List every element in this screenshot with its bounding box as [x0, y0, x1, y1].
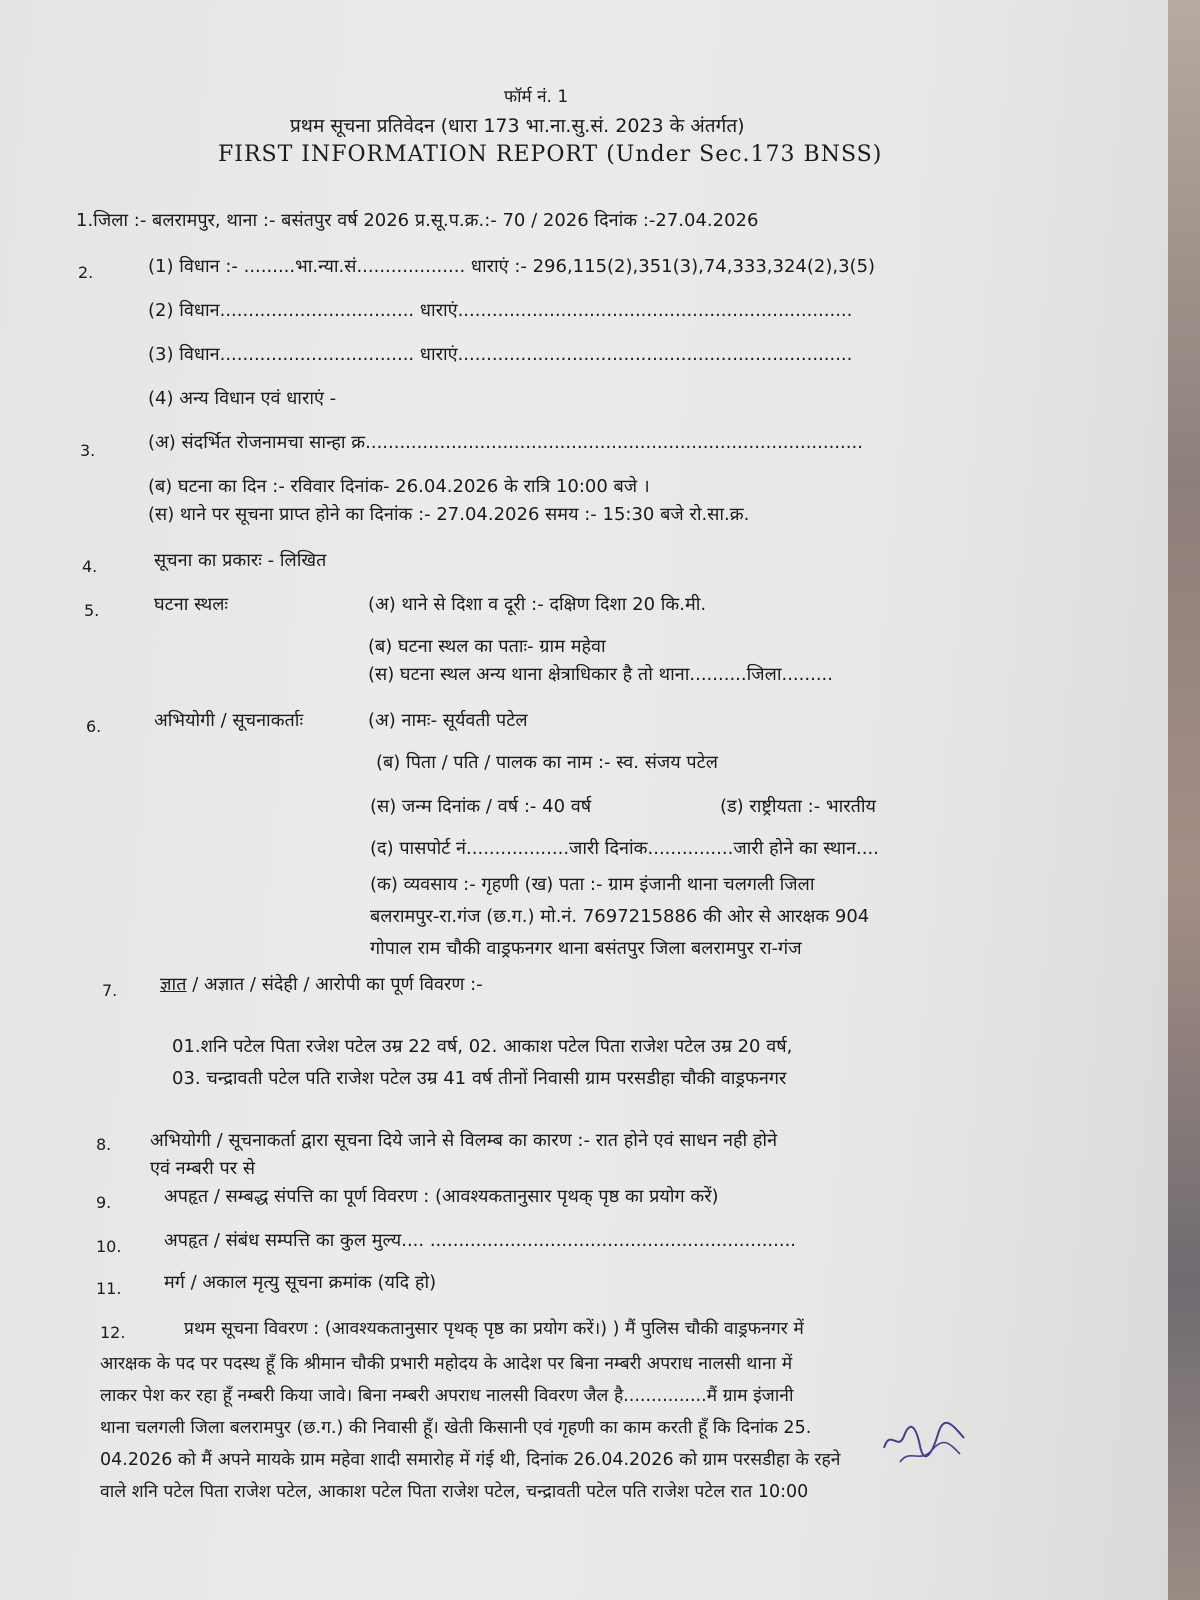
law-sections-3: (3) विधान.................................. धाराएं..................................................................... — [148, 344, 853, 365]
report-title-hindi: प्रथम सूचना प्रतिवेदन (धारा 173 भा.ना.सु.सं. 2023 के अंतर्गत) — [290, 115, 745, 137]
property-details: अपहृत / सम्बद्ध संपत्ति का पूर्ण विवरण : (आवश्यकतानुसार पृथक् पृष्ठ का प्रयोग करें) — [164, 1186, 719, 1207]
info-received-date: (स) थाने पर सूचना प्राप्त होने का दिनांक :- 27.04.2026 समय :- 15:30 बजे रो.सा.क्र. — [148, 504, 750, 525]
item-6-number: 6. — [86, 717, 102, 736]
incident-address: (ब) घटना स्थल का पताः- ग्राम महेवा — [368, 636, 606, 657]
fir-narrative-2: आरक्षक के पद पर पदस्थ हूँ कि श्रीमान चौकी प्रभारी महोदय के आदेश पर बिना नम्बरी अपराध नालसी थाना में — [100, 1354, 793, 1374]
form-number: फॉर्म नं. 1 — [504, 87, 569, 107]
item-2-number: 2. — [78, 263, 94, 282]
info-type: सूचना का प्रकारः - लिखित — [154, 550, 327, 571]
accused-details-label — [160, 974, 483, 996]
district-station-line: 1.जिला :- बलरामपुर, थाना :- बसंतपुर वर्ष 2026 प्र.सू.प.क्र.:- 70 / 2026 दिनांक :-27.04.2026 — [76, 210, 759, 231]
occupation-address-1: (क) व्यवसाय :- गृहणी (ख) पता :- ग्राम इंजानी थाना चलगली जिला — [370, 874, 815, 895]
item-3-number: 3. — [80, 441, 96, 460]
passport-details: (द) पासपोर्ट नं..................जारी दिनांक...............जारी होने का स्थान.... — [370, 838, 879, 859]
accused-list-1: 01.शनि पटेल पिता रजेश पटेल उम्र 22 वर्ष, 02. आकाश पटेल पिता राजेश पटेल उम्र 20 वर्ष, — [172, 1036, 793, 1057]
other-law-sections: (4) अन्य विधान एवं धाराएं - — [148, 388, 337, 409]
item-11-number: 11. — [96, 1279, 122, 1298]
item-5-number: 5. — [84, 601, 100, 620]
fir-narrative-3: लाकर पेश कर रहा हूँ नम्बरी किया जावे। बिना नम्बरी अपराध नालसी विवरण जैल है...............मैं ग्राम इंजानी — [100, 1386, 794, 1406]
other-jurisdiction: (स) घटना स्थल अन्य थाना क्षेत्राधिकार है तो थाना..........जिला......... — [368, 664, 833, 685]
incident-day: (ब) घटना का दिन :- रविवार दिनांक- 26.04.2026 के रात्रि 10:00 बजे । — [148, 476, 650, 497]
delay-reason-1: अभियोगी / सूचनाकर्ता द्वारा सूचना दिये जाने से विलम्ब का कारण :- रात होने एवं साधन नही होने — [150, 1130, 778, 1151]
item-4-number: 4. — [82, 557, 98, 576]
incident-place-label: घटना स्थलः — [154, 594, 229, 615]
direction-distance: (अ) थाने से दिशा व दूरी :- दक्षिण दिशा 20 कि.मी. — [368, 594, 707, 615]
complainant-age: (स) जन्म दिनांक / वर्ष :- 40 वर्ष — [370, 796, 592, 817]
property-value: अपहृत / संबंध सम्पत्ति का कुल मुल्य.... ................................................................ — [164, 1230, 797, 1251]
known-underlined: ज्ञात — [160, 974, 187, 995]
background-edge — [1168, 0, 1200, 1600]
complainant-label: अभियोगी / सूचनाकर्ताः — [154, 710, 304, 731]
occupation-address-3: गोपाल राम चौकी वाड्रफनगर थाना बसंतपुर जिला बलरामपुर रा-गंज — [370, 938, 802, 959]
complainant-nationality: (ड) राष्ट्रीयता :- भारतीय — [720, 796, 876, 817]
law-sections-2: (2) विधान.................................. धाराएं..................................................................... — [148, 300, 853, 321]
item-9-number: 9. — [96, 1193, 112, 1212]
handwritten-correction-mark — [880, 1418, 970, 1468]
roznamcha-ref: (अ) संदर्भित रोजनामचा सान्हा क्र....................................................................................... — [148, 432, 863, 453]
item-12-number: 12. — [100, 1323, 126, 1342]
fir-narrative-1: प्रथम सूचना विवरण : (आवश्यकतानुसार पृथक् पृष्ठ का प्रयोग करें।) ) मैं पुलिस चौकी वाड्रफनगर में — [184, 1319, 804, 1339]
unnatural-death-ref: मर्ग / अकाल मृत्यु सूचना क्रमांक (यदि हो) — [164, 1272, 437, 1293]
law-sections-1: (1) विधान :- .........भा.न्या.सं................... धाराएं :- 296,115(2),351(3),74,333,324(2),3(5) — [148, 256, 876, 277]
complainant-father-husband: (ब) पिता / पति / पालक का नाम :- स्व. संजय पटेल — [376, 752, 718, 773]
fir-narrative-6: वाले शनि पटेल पिता राजेश पटेल, आकाश पटेल पिता राजेश पटेल, चन्द्रावती पटेल पति राजेश पटेल रात 10:00 — [100, 1482, 809, 1502]
report-title-english: FIRST INFORMATION REPORT (Under Sec.173 BNSS) — [218, 142, 883, 167]
delay-reason-2: एवं नम्बरी पर से — [150, 1158, 256, 1179]
item-8-number: 8. — [96, 1135, 112, 1154]
complainant-name: (अ) नामः- सूर्यवती पटेल — [368, 710, 528, 731]
item-10-number: 10. — [96, 1237, 122, 1256]
accused-list-2: 03. चन्द्रावती पटेल पति राजेश पटेल उम्र 41 वर्ष तीनों निवासी ग्राम परसडीहा चौकी वाड्रफनगर — [172, 1068, 787, 1089]
item-7-number: 7. — [102, 981, 118, 1000]
accused-label-rest: / अज्ञात / संदेही / आरोपी का पूर्ण विवरण :- — [186, 974, 483, 995]
fir-narrative-5: 04.2026 को मैं अपने मायके ग्राम महेवा शादी समारोह में गंई थी, दिनांक 26.04.2026 को ग्राम परसडीहा के रहने — [100, 1450, 841, 1470]
fir-narrative-4: थाना चलगली जिला बलरामपुर (छ.ग.) की निवासी हूँ। खेती किसानी एवं गृहणी का काम करती हूँ कि दिनांक 25. — [100, 1418, 812, 1438]
occupation-address-2: बलरामपुर-रा.गंज (छ.ग.) मो.नं. 7697215886 की ओर से आरक्षक 904 — [370, 906, 870, 927]
